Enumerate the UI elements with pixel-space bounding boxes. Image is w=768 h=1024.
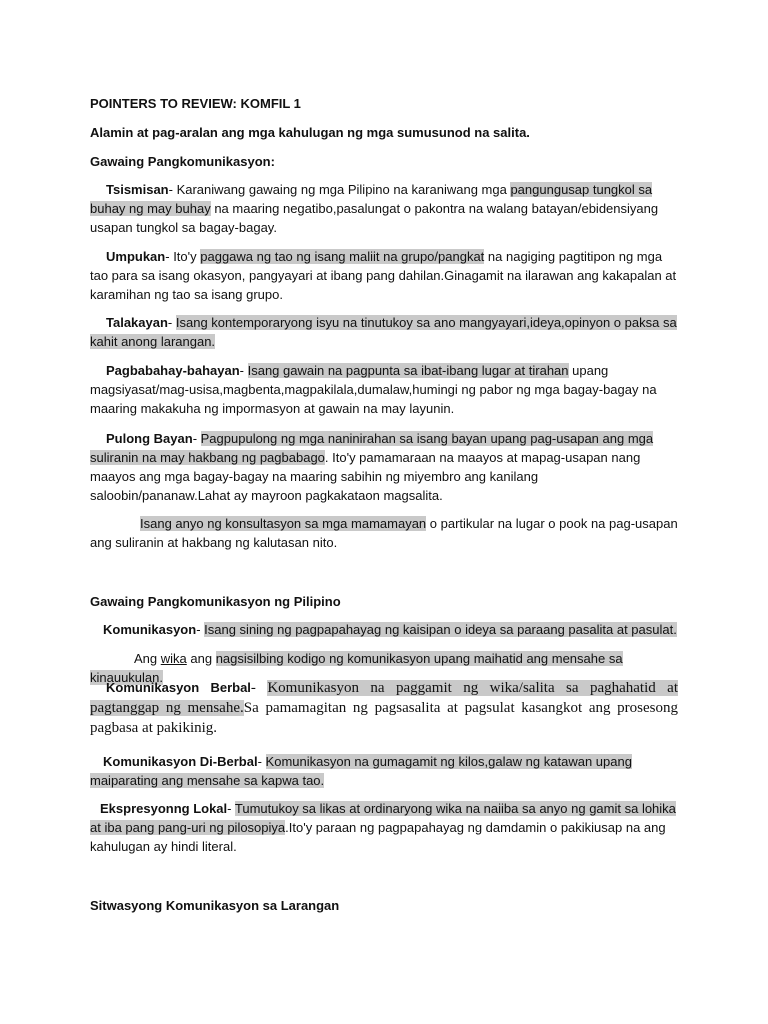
highlight: Isang sining ng pagpapahayag ng kaisipan o ideya sa paraang pasalita at pasulat.: [204, 622, 677, 637]
highlight: nagsisilbing kodigo ng komunikasyon upang maihatid ang mensahe sa kinauukulan.: [90, 651, 623, 685]
highlight: Pagpupulong ng mga naninirahan sa isang bayan upang pag-usapan ang mga suliranin na may hakbang ng pagbabago: [90, 431, 654, 465]
term-tsismisan: Tsismisan: [106, 182, 169, 197]
term-pagbabahay-bahayan: Pagbabahay-bahayan: [106, 363, 240, 378]
definition-anyo: Isang anyo ng konsultasyon sa mga mamamayan o partikular na lugar o pook na pag-usapan ang suliranin at hakbang ng kalutasan nito.: [90, 516, 678, 550]
definition-wika: Ang wika ang nagsisilbing kodigo ng komunikasyon upang maihatid ang mensahe sa kinauukulan.: [90, 651, 623, 685]
section-heading-pilipino: Gawaing Pangkomunikasyon ng Pilipino: [90, 594, 341, 609]
highlight: Isang kontemporaryong isyu na tinutukoy sa ano mangyayari,ideya,opinyon o paksa sa kahit anong larangan.: [90, 315, 677, 349]
doc-title: POINTERS TO REVIEW: KOMFIL 1: [90, 96, 301, 111]
underlined-word: wika: [160, 651, 187, 666]
term-komunikasyon-di-berbal: Komunikasyon Di-Berbal: [103, 754, 258, 769]
definition-talakayan: Talakayan- Isang kontemporaryong isyu na tinutukoy sa ano mangyayari,ideya,opinyon o paksa sa kahit anong larangan.: [90, 315, 677, 349]
term-umpukan: Umpukan: [106, 249, 166, 264]
highlight: paggawa ng tao ng isang maliit na grupo/pangkat: [200, 249, 485, 264]
definition-komunikasyon-di-berbal: Komunikasyon Di-Berbal- Komunikasyon na gumagamit ng kilos,galaw ng katawan upang maiparating ang mensahe sa kapwa tao.: [90, 754, 632, 788]
definition-komunikasyon: Komunikasyon- Isang sining ng pagpapahayag ng kaisipan o ideya sa paraang pasalita at pasulat.: [103, 622, 677, 637]
section-heading-gawaing: Gawaing Pangkomunikasyon:: [90, 154, 275, 169]
highlight: Isang anyo ng konsultasyon sa mga mamamayan: [140, 516, 427, 531]
definition-pulong-bayan: Pulong Bayan- Pagpupulong ng mga naninirahan sa isang bayan upang pag-usapan ang mga suliranin na may hakbang ng pagbabago. Ito'y pamamaraan na maayos at mapag-usapan nang maayos ang mga bagay-bagay na maaring sabihin ng miyembro ang kanilang saloobin/pananaw.Lahat ay mayroon pagkakataon magsalita.: [90, 431, 654, 503]
highlight: Komunikasyon na paggamit ng wika/salita sa paghahatid at pagtanggap ng mensahe.: [90, 680, 678, 716]
highlight: pangungusap tungkol sa buhay ng may buhay: [90, 182, 653, 216]
term-komunikasyon: Komunikasyon: [103, 622, 197, 637]
term-pulong-bayan: Pulong Bayan: [106, 431, 193, 446]
section-heading-sitwasyong: Sitwasyong Komunikasyon sa Larangan: [90, 898, 340, 913]
highlight: Komunikasyon na gumagamit ng kilos,galaw ng katawan upang maiparating ang mensahe sa kapwa tao.: [90, 754, 632, 788]
definition-umpukan: Umpukan- Ito'y paggawa ng tao ng isang maliit na grupo/pangkat na nagiging pagtitipon ng mga tao para sa isang okasyon, pangyayari at ibang pang dahilan.Ginagamit na ilarawan ang kakapalan at karamihan ng tao sa isang grupo.: [90, 249, 677, 302]
highlight: Tumutukoy sa likas at ordinaryong wika na naiiba sa anyo ng gamit sa lohika at iba pang pang-uri ng pilosopiya: [90, 801, 676, 835]
definition-tsismisan: Tsismisan- Karaniwang gawaing ng mga Pilipino na karaniwang mga pangungusap tungkol sa buhay ng may buhay na maaring negatibo,pasalungat o pakontra na walang batayan/ebidensiyang usapan tungkol sa bagay-bagay.: [90, 182, 659, 235]
term-ekspresyonng-lokal: Ekspresyonng Lokal: [100, 801, 228, 816]
term-talakayan: Talakayan: [106, 315, 168, 330]
term-komunikasyon-berbal: Komunikasyon Berbal: [106, 680, 251, 695]
definition-pagbabahay-bahayan: Pagbabahay-bahayan- Isang gawain na pagpunta sa ibat-ibang lugar at tirahan upang magsiyasat/mag-usisa,magbenta,magpakilala,dumalaw,humingi ng pabor ng mga bagay-bagay na maaring makakuha ng impormasyon at gawain na may layunin.: [90, 363, 657, 416]
definition-komunikasyon-berbal: Komunikasyon Berbal- Komunikasyon na paggamit ng wika/salita sa paghahatid at pagtanggap ng mensahe.Sa pamamagitan ng pagsasalita at pagsulat kasangkot ang prosesong pagbasa at pakikinig.: [90, 680, 678, 736]
definition-ekspresyonng-lokal: Ekspresyonng Lokal- Tumutukoy sa likas at ordinaryong wika na naiiba sa anyo ng gamit sa lohika at iba pang pang-uri ng pilosopiya.Ito'y paraan ng pagpapahayag ng damdamin o pakikiusap na ang kahulugan ay hindi literal.: [90, 801, 676, 854]
instruction: Alamin at pag-aralan ang mga kahulugan ng mga sumusunod na salita.: [90, 125, 530, 140]
highlight: Isang gawain na pagpunta sa ibat-ibang lugar at tirahan: [247, 363, 569, 378]
